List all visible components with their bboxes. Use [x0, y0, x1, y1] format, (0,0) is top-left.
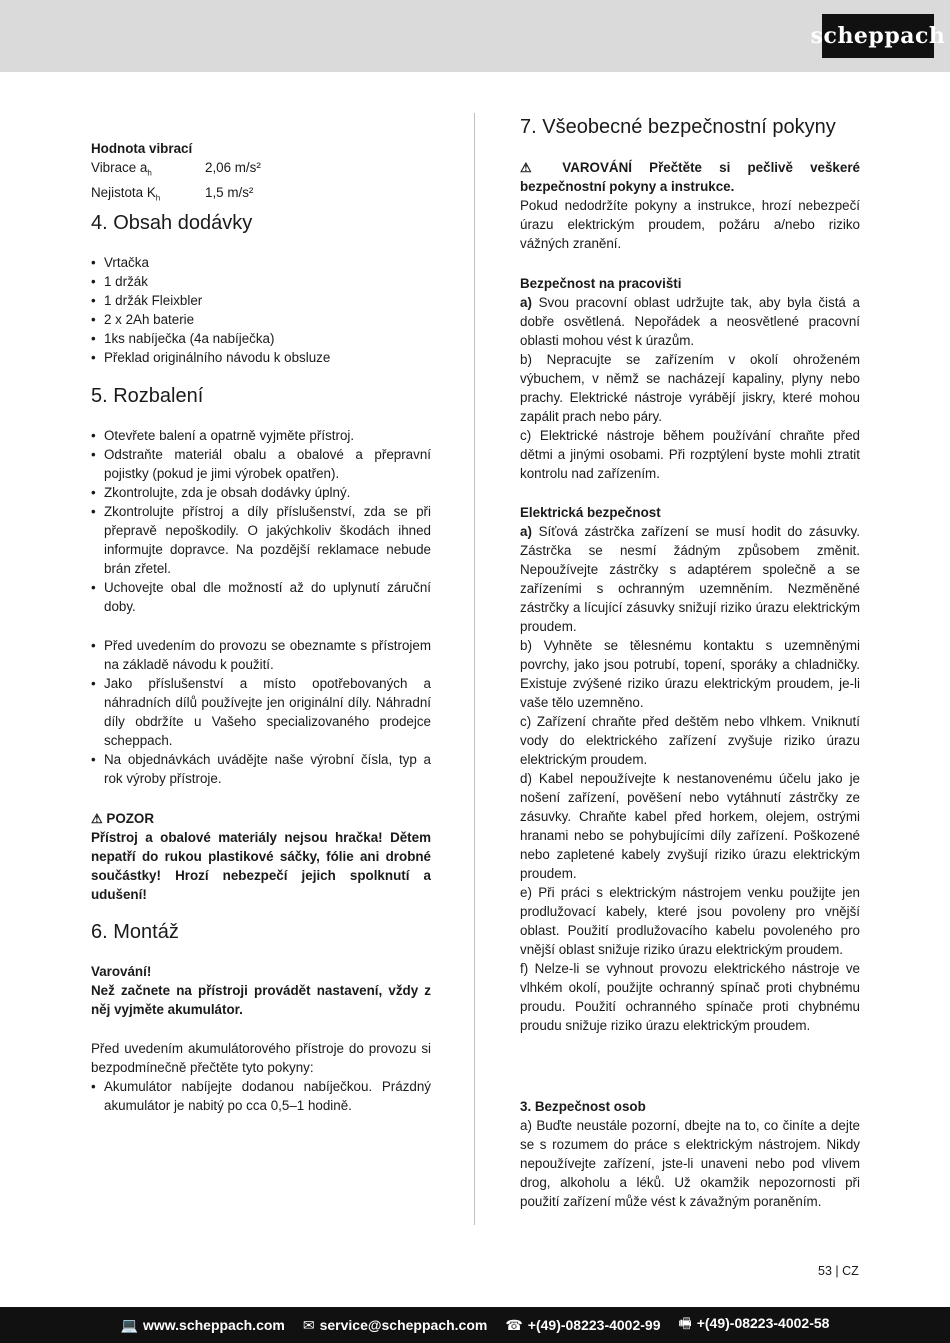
section-6-title: 6. Montáž: [91, 921, 179, 943]
mounting-paragraph: Před uvedením akumulátorového přístroje do provozu si bezpodmínečně přečtěte tyto pokyny:: [91, 1041, 431, 1075]
footer-web[interactable]: 💻 www.scheppach.com: [120, 1316, 285, 1333]
vibration-row: Vibrace $a_h$ 2,06 m/s²: [91, 160, 261, 178]
footer-phone: ☎ +(49)-08223-4002-99: [505, 1316, 661, 1333]
list-item: • Otevřete balení a opatrně vyjměte přístroj.: [91, 426, 431, 445]
warning-icon: ⚠: [520, 160, 546, 175]
warning-icon: ⚠: [91, 811, 103, 826]
workplace-safety: Bezpečnost na pracovišti a) Svou pracovní oblast udržujte tak, aby byla čistá a dobře osvětlená. Nepořádek a neosvětlené pracovní oblasti mohou vést k úrazům. b) Nepracujte se zařízením v okolí ohroženém výbuchem, v němž se nacházejí kapaliny, plyny nebo prachy. Elektrické nástroje vyrábějí jiskry, které mohou zapálit prach nebo páry. c) Elektrické nástroje během používání chraňte před dětmi a jinými osobami. Při rozptýlení byste mohli ztratit kontrolu nad zařízením.: [520, 276, 860, 481]
vibration-title: Hodnota vibrací: [91, 141, 193, 156]
footer-bar: [0, 1307, 950, 1343]
general-warning: ⚠ VAROVÁNÍ Přečtěte si pečlivě veškeré bezpečnostní pokyny a instrukce. Pokud nedodržíte pokyny a instrukce, hrozí nebezpečí úrazu elektrickým proudem, požáru a/nebo riziko vážných zranění.: [520, 160, 860, 251]
column-divider: [474, 113, 475, 1225]
list-item: • Zkontrolujte přístroj a díly příslušenství, zda se při přepravě nepoškodily. O jakýchkoliv škodách ihned informujte dopravce. Na pozdější reklamace nebude brán zřetel.: [91, 502, 431, 578]
list-item: • Jako příslušenství a místo opotřebovaných a náhradních dílů používejte jen originální díly. Náhradní díly obdržíte u Vašeho specializovaného prodejce scheppach.: [91, 674, 431, 750]
electrical-safety: Elektrická bezpečnost a) Síťová zástrčka zařízení se musí hodit do zásuvky. Zástrčka se nesmí žádným způsobem změnit. Nepoužívejte zástrčky s adaptérem společně a se zařízeními s ochranným uzemněním. Nezměněné zástrčky a lícující zásuvky snižují riziko úrazu elektrickým proudem. b) Vyhněte se tělesnému kontaktu s uzemněnými povrchy, jako jsou potrubí, topení, sporáky a chladničky. Existuje zvýšené riziko úrazu elektrickým proudem, je-li vaše tělo uzemněno. c) Zařízení chraňte před deštěm nebo vlhkem. Vniknutí vody do elektrického zařízení zvyšuje riziko úrazu elektrickým proudem. d) Kabel nepoužívejte k nestanovenému účelu jako je nošení zařízení, pověšení nebo vytáhnutí zástrčky ze zásuvky. Chraňte kabel před horkem, olejem, ostrými hranami nebo se pohybujícími díly zařízení. Poškozené nebo zapletené kabely zvyšují riziko úrazu elektrickým proudem. e) Při práci s elektrickým nástrojem venku použijte jen prodlužovací kabely, které jsou povoleny pro vnější oblast. Použití prodlužovacího kabelu povoleného pro vnější oblast snižuje riziko úrazu elektrickým proudem. f) Nelze-li se vyhnout provozu elektrického nástroje ve vlhkém okolí, použijte ochranný spínač proti chybnému proudu. Použití ochranného spínače proti chybnému proudu snižuje riziko úrazu elektrickým proudem.: [520, 505, 860, 1033]
list-item: • 1 držák: [91, 272, 431, 291]
scheppach-logo: scheppach: [822, 14, 934, 58]
unpacking-list: [91, 426, 431, 616]
computer-icon: 💻: [120, 1316, 138, 1333]
page-number: 53 | CZ: [818, 1264, 859, 1278]
vibration-row: Nejistota $K_h$ 1,5 m/s²: [91, 184, 254, 203]
footer-fax: 🖷 +(49)-08223-4002-58: [678, 1315, 830, 1331]
vibration-table: [91, 158, 431, 207]
list-item: • Na objednávkách uvádějte naše výrobní čísla, typ a rok výroby přístroje.: [91, 750, 431, 788]
operation-list: [91, 636, 431, 788]
list-item: • 2 x 2Ah baterie: [91, 310, 431, 329]
personal-safety: 3. Bezpečnost osob a) Buďte neustále pozorní, dbejte na to, co činíte a dejte se s rozumem do práce s elektrickým nástrojem. Nikdy nepoužívejte zařízení, jste-li unaveni nebo pod vlivem drog, alkoholu a léků. Už okamžik nepozornosti při použití zařízení může vést k závažným poraněním.: [520, 1099, 860, 1209]
header-bar: [0, 0, 950, 72]
fax-icon: 🖷: [678, 1315, 692, 1331]
list-item: • Překlad originálního návodu k obsluze: [91, 348, 431, 367]
list-item: • Akumulátor nabíjejte dodanou nabíječkou. Prázdný akumulátor je nabitý po cca 0,5–1 hodině.: [91, 1077, 431, 1115]
delivery-list: [91, 253, 431, 367]
list-item: • 1ks nabíječka (4a nabíječka): [91, 329, 431, 348]
section-5-title: 5. Rozbalení: [91, 385, 204, 407]
footer-email[interactable]: ✉ service@scheppach.com: [302, 1316, 488, 1333]
list-item: • Před uvedením do provozu se obeznamte s přístrojem na základě návodu k použití.: [91, 636, 431, 674]
list-item: • Uchovejte obal dle možností až do uplynutí záruční doby.: [91, 578, 431, 616]
mounting-warning: Varování! Než začnete na přístroji provádět nastavení, vždy z něj vyjměte akumulátor.: [91, 964, 431, 1017]
pozor-notice: ⚠ POZOR Přístroj a obalové materiály nejsou hračka! Dětem nepatří do rukou plastikové sáčky, fólie ani drobné součástky! Hrozí nebezpečí jejich spolknutí a udušení!: [91, 811, 431, 902]
list-item: • Zkontrolujte, zda je obsah dodávky úplný.: [91, 483, 431, 502]
email-icon: ✉: [302, 1316, 315, 1333]
list-item: • Vrtačka: [91, 253, 431, 272]
list-item: • 1 držák Fleixbler: [91, 291, 431, 310]
list-item: • Odstraňte materiál obalu a obalové a přepravní pojistky (pokud je jimi výrobek opatřen).: [91, 445, 431, 483]
mounting-list: [91, 1077, 431, 1115]
section-4-title: 4. Obsah dodávky: [91, 212, 253, 234]
phone-icon: ☎: [505, 1316, 523, 1333]
section-7-title: 7. Všeobecné bezpečnostní pokyny: [520, 116, 836, 138]
